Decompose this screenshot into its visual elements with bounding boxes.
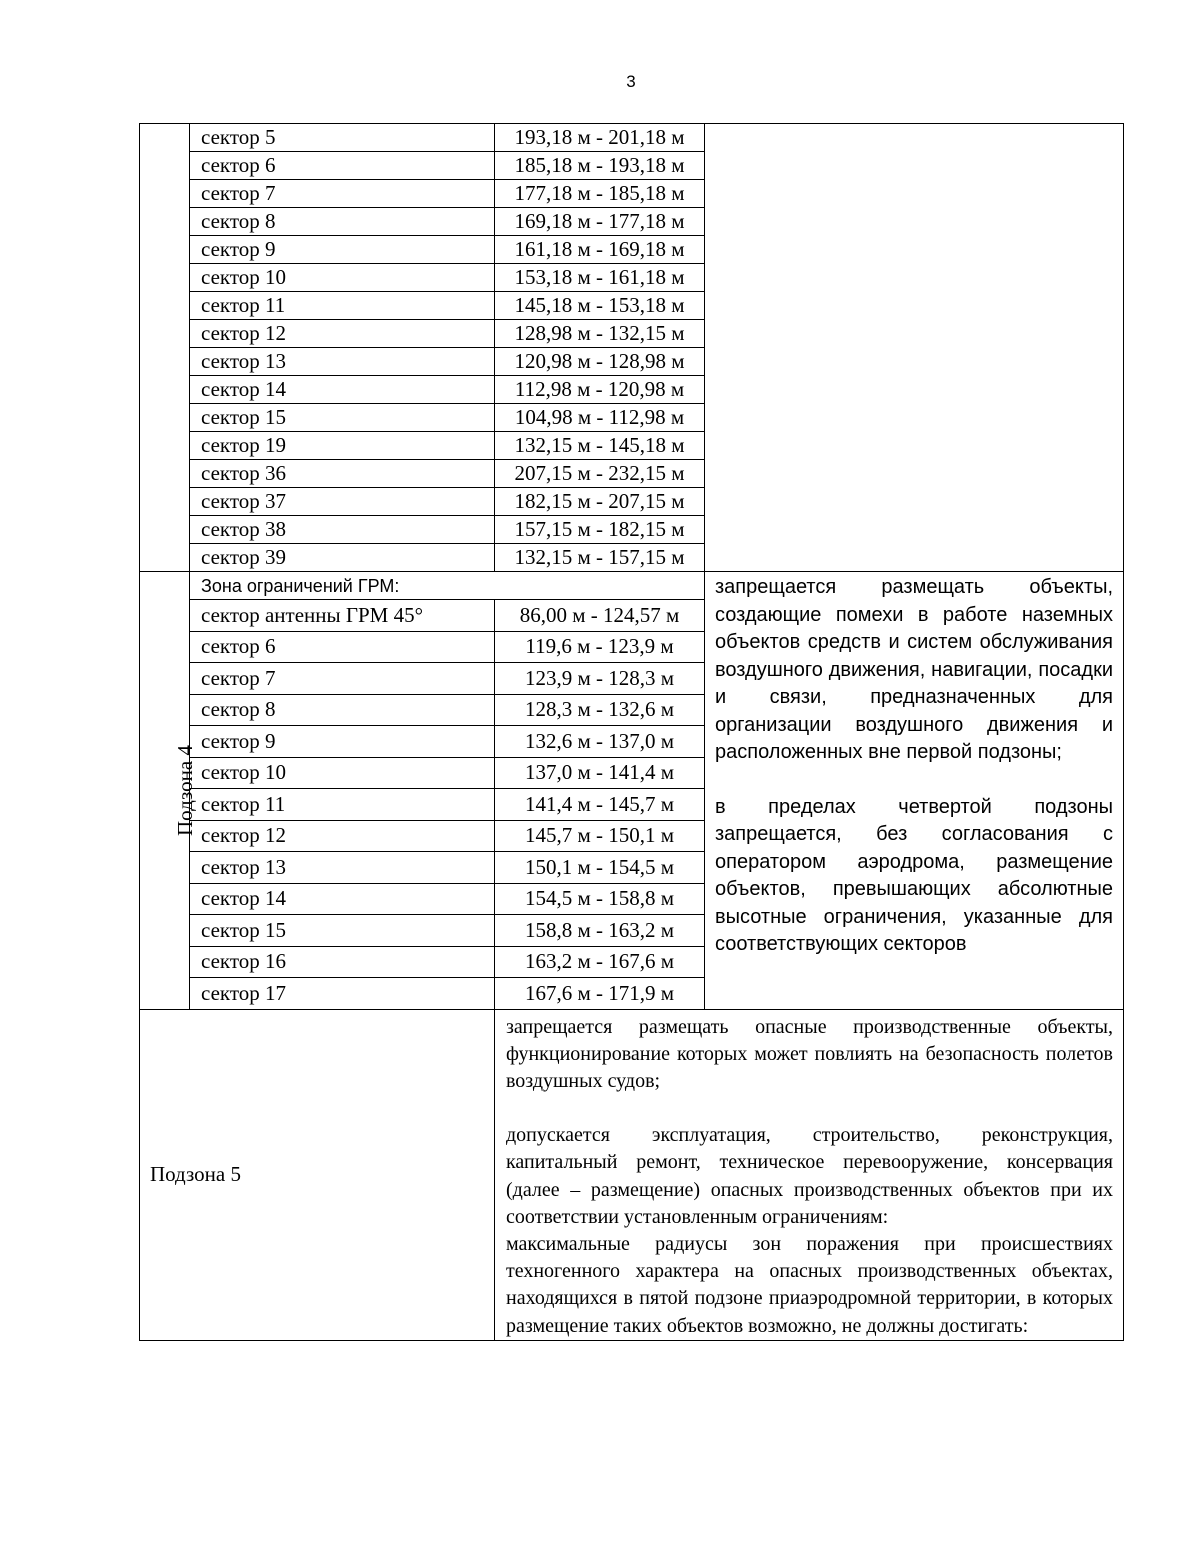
subzone-5-label: Подзона 5 [140, 1009, 495, 1340]
page-number: 3 [626, 72, 636, 91]
sector-name: сектор 13 [190, 348, 495, 376]
sector-name: сектор 15 [190, 915, 495, 947]
sector-name: сектор 36 [190, 460, 495, 488]
sector-range: 169,18 м - 177,18 м [495, 208, 705, 236]
sector-range: 177,18 м - 185,18 м [495, 180, 705, 208]
sector-name: сектор 15 [190, 404, 495, 432]
description-paragraph: допускается эксплуатация, строительство, реконструкция, капитальный ремонт, техническое перевооружение, консервация (далее – размещение) опасных производственных объектов при их соответствии установленным ограничениям: [506, 1124, 1113, 1228]
sector-range: 182,15 м - 207,15 м [495, 488, 705, 516]
sector-name: сектор 11 [190, 292, 495, 320]
restrictions-table [139, 123, 1124, 1341]
sector-range: 137,0 м - 141,4 м [495, 757, 705, 789]
description-cell-continued [705, 124, 1124, 572]
sector-name: сектор 16 [190, 946, 495, 978]
subzone-4-label: Подзона 4 [172, 744, 197, 836]
sector-range: 150,1 м - 154,5 м [495, 852, 705, 884]
sector-name: сектор 39 [190, 544, 495, 572]
restrictions-table-body [140, 124, 1124, 1341]
sector-name: сектор антенны ГРМ 45° [190, 600, 495, 632]
sector-name: сектор 12 [190, 820, 495, 852]
sector-range: 112,98 м - 120,98 м [495, 376, 705, 404]
description-paragraph: запрещается размещать объекты, создающие помехи в работе наземных объектов средств и систем обслуживания воздушного движения, навигации, посадки и связи, предназначенных для организации воздушного движения и расположенных вне первой подзоны; [715, 576, 1113, 763]
sector-range: 86,00 м - 124,57 м [495, 600, 705, 632]
description-paragraph: в пределах четвертой подзоны запрещается, без согласования с оператором аэродрома, размещение объектов, превышающих абсолютные высотные ограничения, указанные для соответствующих секторов [715, 795, 1113, 955]
sector-name: сектор 10 [190, 264, 495, 292]
sector-name: сектор 17 [190, 978, 495, 1010]
sector-range: 132,15 м - 145,18 м [495, 432, 705, 460]
sector-range: 161,18 м - 169,18 м [495, 236, 705, 264]
sector-range: 145,18 м - 153,18 м [495, 292, 705, 320]
sector-name: сектор 13 [190, 852, 495, 884]
sector-name: сектор 5 [190, 124, 495, 152]
sector-range: 128,3 м - 132,6 м [495, 694, 705, 726]
sector-name: сектор 11 [190, 789, 495, 821]
sector-range: 163,2 м - 167,6 м [495, 946, 705, 978]
sector-name: сектор 9 [190, 236, 495, 264]
sector-range: 167,6 м - 171,9 м [495, 978, 705, 1010]
sector-range: 132,15 м - 157,15 м [495, 544, 705, 572]
sector-name: сектор 19 [190, 432, 495, 460]
sector-range: 128,98 м - 132,15 м [495, 320, 705, 348]
subzone-4-description [705, 572, 1124, 1010]
sector-range: 154,5 м - 158,8 м [495, 883, 705, 915]
sector-name: сектор 8 [190, 208, 495, 236]
sector-range: 158,8 м - 163,2 м [495, 915, 705, 947]
table-row [140, 124, 1124, 152]
sector-range: 207,15 м - 232,15 м [495, 460, 705, 488]
sector-range: 119,6 м - 123,9 м [495, 631, 705, 663]
sector-range: 132,6 м - 137,0 м [495, 726, 705, 758]
sector-name: сектор 7 [190, 663, 495, 695]
sector-name: сектор 38 [190, 516, 495, 544]
subzone-cell-continued [140, 124, 190, 572]
sector-range: 157,15 м - 182,15 м [495, 516, 705, 544]
sector-range: 104,98 м - 112,98 м [495, 404, 705, 432]
sector-range: 153,18 м - 161,18 м [495, 264, 705, 292]
subzone-5-description [495, 1009, 1124, 1340]
sector-name: сектор 8 [190, 694, 495, 726]
sector-name: сектор 9 [190, 726, 495, 758]
sector-range: 145,7 м - 150,1 м [495, 820, 705, 852]
sector-range: 123,9 м - 128,3 м [495, 663, 705, 695]
sector-name: сектор 10 [190, 757, 495, 789]
sector-name: сектор 6 [190, 152, 495, 180]
sector-name: сектор 14 [190, 883, 495, 915]
description-paragraph: запрещается размещать опасные производственные объекты, функционирование которых может повлиять на безопасность полетов воздушных судов; [506, 1015, 1113, 1092]
description-paragraph: максимальные радиусы зон поражения при происшествиях техногенного характера на опасных производственных объектах, находящихся в пятой подзоне приаэродромной территории, в которых размещение таких объектов возможно, не должны достигать: [506, 1232, 1113, 1337]
subzone-4-label-cell [140, 572, 197, 1010]
table-row [140, 1009, 1124, 1340]
sector-range: 120,98 м - 128,98 м [495, 348, 705, 376]
grm-zone-header: Зона ограничений ГРМ: [190, 572, 705, 600]
sector-range: 193,18 м - 201,18 м [495, 124, 705, 152]
sector-name: сектор 6 [190, 631, 495, 663]
sector-name: сектор 37 [190, 488, 495, 516]
sector-range: 185,18 м - 193,18 м [495, 152, 705, 180]
sector-name: сектор 14 [190, 376, 495, 404]
sector-range: 141,4 м - 145,7 м [495, 789, 705, 821]
sector-name: сектор 12 [190, 320, 495, 348]
sector-name: сектор 7 [190, 180, 495, 208]
table-row [140, 572, 1124, 600]
paragraph-spacer [506, 1095, 1113, 1122]
